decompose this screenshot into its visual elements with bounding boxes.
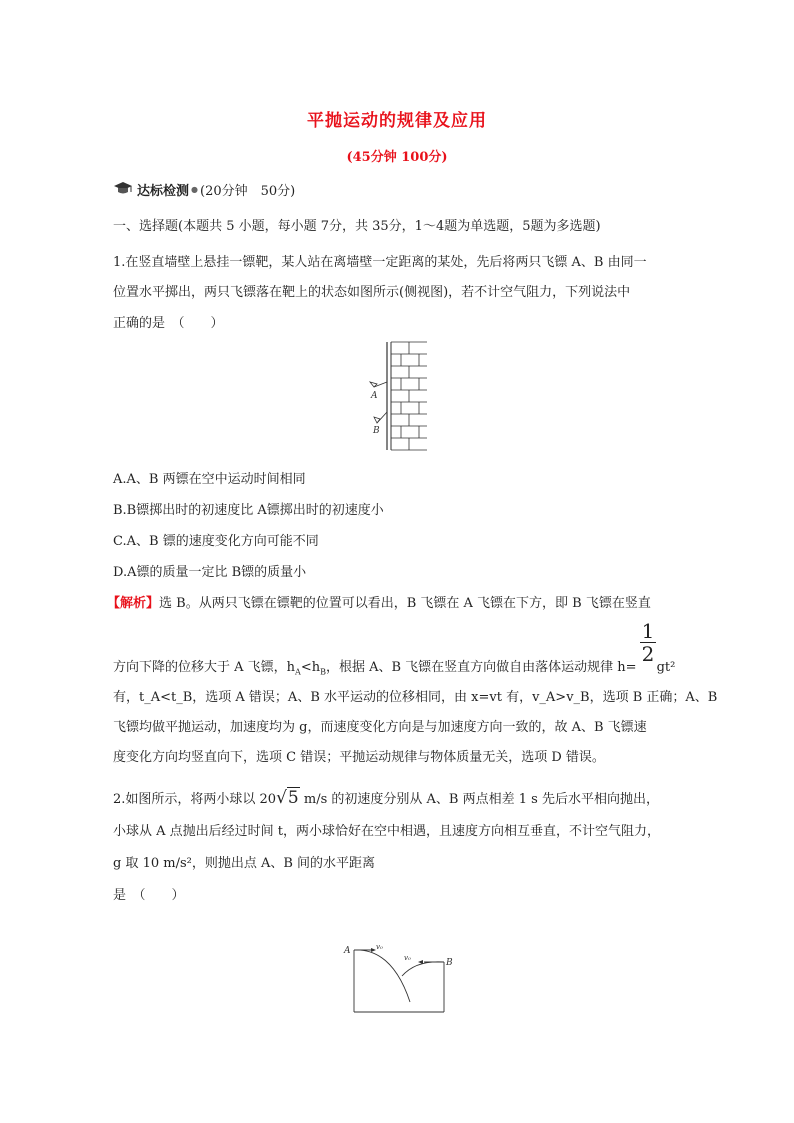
q1-analysis-line5: 度变化方向均竖直向下，选项 C 错误；平抛运动规律与物体质量无关，选项 D 错误。	[113, 750, 605, 765]
q1-option-a: A.A、B 两镖在空中运动时间相同	[113, 472, 306, 487]
sqrt-icon: √	[276, 788, 287, 808]
q1-analysis-line1: 【解析】选 B。从两只飞镖在镖靶的位置可以看出，B 飞镖在 A 飞镖在下方，即 B 飞镖在竖直	[107, 596, 651, 611]
q1-stem-line3: 正确的是 （ ）	[113, 316, 224, 331]
label-a: A	[344, 946, 351, 956]
label-v0-left: v₀	[376, 943, 383, 951]
section-time: (20分钟 50分)	[200, 184, 296, 199]
q2-stem-line2: 小球从 A 点抛出后经过时间 t，两小球恰好在空中相遇，且速度方向相互垂直，不计空气阻力，	[113, 824, 661, 839]
q1-analysis-line2: 方向下降的位移大于 A 飞镖，$h_A<h_B$，根据 A、B 飞镖在竖直方向做自由落体运动规律 h= gt²	[113, 660, 676, 677]
q2-stem-line4: 是 （ ）	[113, 888, 185, 903]
q1-analysis-line4: 飞镖均做平抛运动，加速度均为 g，而速度变化方向是与加速度方向一致的，故 A、B 飞镖速	[113, 720, 647, 735]
fraction-one-half: $\frac{1}{2}$	[641, 619, 655, 666]
q2-stem-line3: g 取 10 m/s²，则抛出点 A、B 间的水平距离	[113, 856, 376, 871]
q1-analysis-line3: 有，t_A<t_B，选项 A 错误；A、B 水平运动的位移相同，由 x=vt 有，v_A>v_B，选项 B 正确；A、B	[113, 690, 718, 705]
q2-stem-line1: 2.如图所示，将两小球以 20√5 m/s 的初速度分别从 A、B 两点相差 1 s 先后水平相向抛出，	[113, 788, 659, 808]
dartboard-figure	[365, 340, 435, 456]
section-header	[113, 180, 295, 199]
label-b: B	[446, 958, 453, 968]
part-heading: 一、选择题(本题共 5 小题，每小题 7分，共 35分，1～4题为单选题，5题为多选题)	[113, 219, 601, 234]
q1-option-d: D.A镖的质量一定比 B镖的质量小	[113, 565, 307, 580]
analysis-tag: 【解析】	[107, 596, 160, 611]
page-title: 平抛运动的规律及应用	[307, 111, 487, 131]
bullet-icon: ●	[191, 185, 198, 194]
q1-option-c: C.A、B 镖的速度变化方向可能不同	[113, 534, 319, 549]
q1-stem-line2: 位置水平掷出，两只飞镖落在靶上的状态如图所示(侧视图)，若不计空气阻力，下列说法中	[113, 285, 631, 300]
label-v0-right: v₀	[404, 954, 411, 962]
label-a: A	[371, 391, 378, 401]
q1-option-b: B.B镖掷出时的初速度比 A镖掷出时的初速度小	[113, 503, 384, 518]
projectile-figure	[340, 938, 460, 1020]
page-subtitle: (45分钟 100分)	[346, 150, 448, 165]
q1-stem-line1: 1.在竖直墙壁上悬挂一镖靶，某人站在离墙壁一定距离的某处，先后将两只飞镖 A、B 由同一	[113, 255, 647, 270]
section-badge: 达标检测	[137, 184, 190, 199]
graduation-cap-icon	[113, 181, 133, 199]
label-b: B	[373, 426, 380, 436]
